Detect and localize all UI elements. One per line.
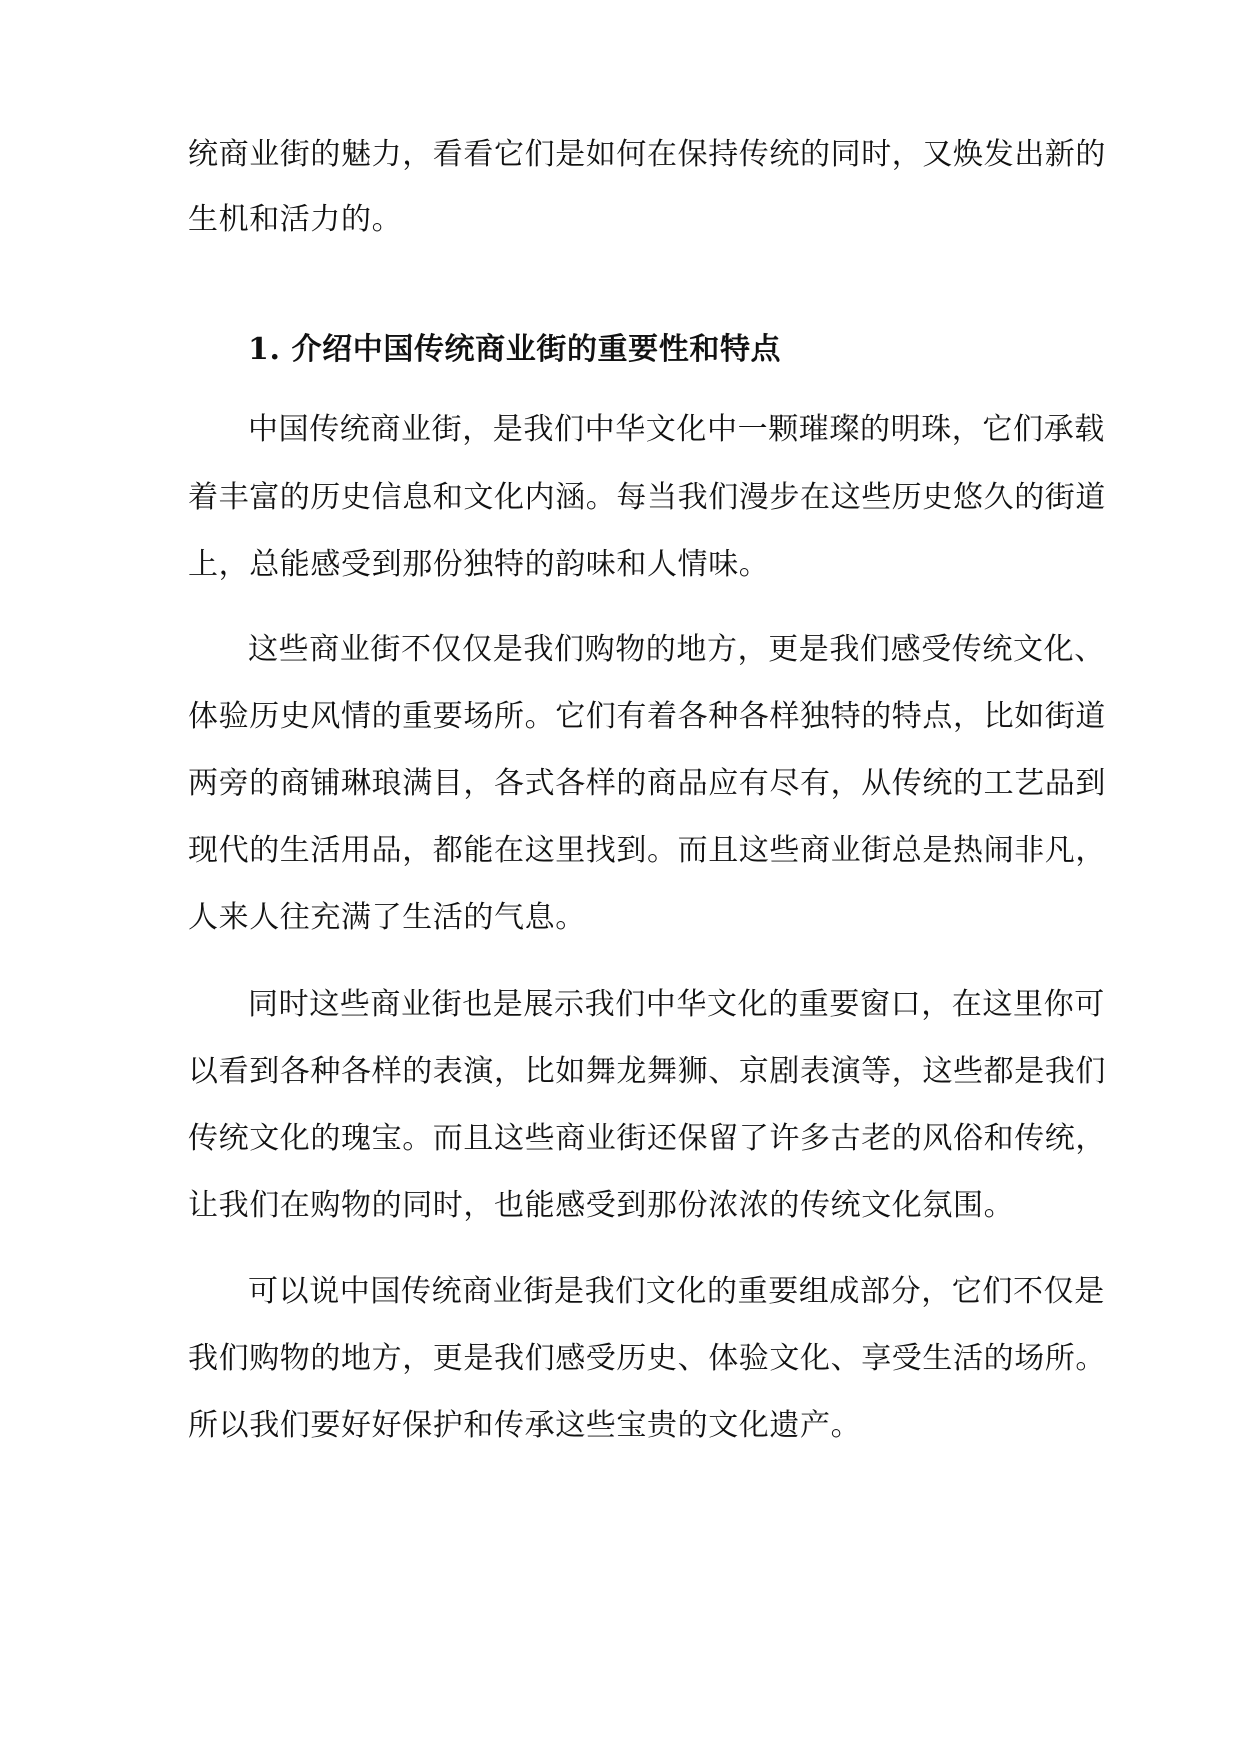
text-line: 统商业街的魅力，看看它们是如何在保持传统的同时，又焕发出新的 [188,137,1106,172]
text-line: 生机和活力的。 [188,202,403,237]
text-line: 现代的生活用品，都能在这里找到。而且这些商业街总是热闹非凡， [188,833,1106,868]
paragraph-first-line: 中国传统商业街，是我们中华文化中一颗璀璨的明珠，它们承载 [248,412,1105,447]
section-heading: 1. 介绍中国传统商业街的重要性和特点 [248,332,782,367]
text-line: 让我们在购物的同时，也能感受到那份浓浓的传统文化氛围。 [188,1188,1015,1223]
text-line: 着丰富的历史信息和文化内涵。每当我们漫步在这些历史悠久的街道 [188,480,1106,515]
text-line: 两旁的商铺琳琅满目，各式各样的商品应有尽有，从传统的工艺品到 [188,766,1106,801]
text-line: 以看到各种各样的表演，比如舞龙舞狮、京剧表演等，这些都是我们 [188,1054,1106,1089]
text-line: 人来人往充满了生活的气息。 [188,900,586,935]
paragraph-first-line: 可以说中国传统商业街是我们文化的重要组成部分，它们不仅是 [248,1274,1105,1309]
paragraph-first-line: 这些商业街不仅仅是我们购物的地方，更是我们感受传统文化、 [248,632,1105,667]
text-line: 传统文化的瑰宝。而且这些商业街还保留了许多古老的风俗和传统， [188,1121,1106,1156]
text-line: 体验历史风情的重要场所。它们有着各种各样独特的特点，比如街道 [188,699,1106,734]
text-line: 所以我们要好好保护和传承这些宝贵的文化遗产。 [188,1408,862,1443]
paragraph-first-line: 同时这些商业街也是展示我们中华文化的重要窗口，在这里你可 [248,987,1105,1022]
text-line: 上，总能感受到那份独特的韵味和人情味。 [188,547,770,582]
text-line: 我们购物的地方，更是我们感受历史、体验文化、享受生活的场所。 [188,1341,1106,1376]
